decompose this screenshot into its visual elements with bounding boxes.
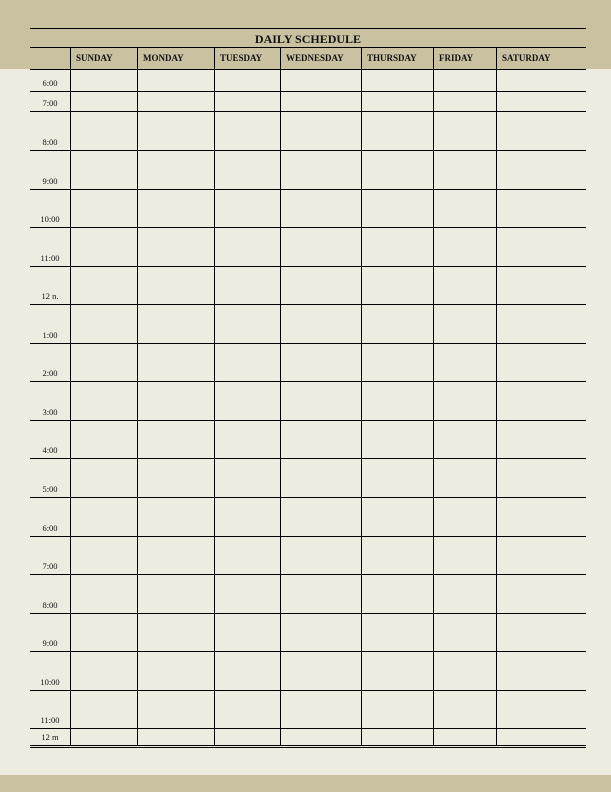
schedule-cell[interactable] (496, 150, 586, 189)
time-label: 12 n. (41, 291, 59, 301)
schedule-cell[interactable] (496, 536, 586, 574)
schedule-cell[interactable] (137, 728, 214, 745)
schedule-cell[interactable] (280, 69, 361, 91)
schedule-cell[interactable] (361, 420, 433, 458)
column-rule (137, 47, 138, 746)
time-label: 2:00 (42, 368, 58, 378)
column-rule (280, 47, 281, 746)
day-header-wednesday: WEDNESDAY (286, 53, 344, 63)
schedule-cell[interactable] (280, 343, 361, 381)
schedule-cell[interactable] (361, 613, 433, 651)
time-label: 9:00 (42, 176, 58, 186)
schedule-cell[interactable] (70, 420, 137, 458)
schedule-cell[interactable] (70, 150, 137, 189)
schedule-cell[interactable] (137, 111, 214, 150)
schedule-cell[interactable] (433, 150, 496, 189)
time-label: 7:00 (42, 561, 58, 571)
time-label: 12 m (41, 732, 59, 742)
schedule-cell[interactable] (214, 690, 280, 728)
schedule-cell[interactable] (361, 536, 433, 574)
schedule-cell[interactable] (214, 613, 280, 651)
schedule-cell[interactable] (361, 189, 433, 227)
schedule-cell[interactable] (361, 458, 433, 497)
schedule-cell[interactable] (214, 536, 280, 574)
schedule-cell[interactable] (280, 613, 361, 651)
schedule-cell[interactable] (361, 574, 433, 613)
schedule-cell[interactable] (70, 536, 137, 574)
time-label: 6:00 (42, 78, 58, 88)
schedule-cell[interactable] (433, 227, 496, 266)
schedule-cell[interactable] (280, 304, 361, 343)
schedule-cell[interactable] (496, 304, 586, 343)
schedule-cell[interactable] (361, 227, 433, 266)
schedule-cell[interactable] (70, 91, 137, 111)
time-label: 1:00 (42, 330, 58, 340)
row-rule (30, 613, 586, 614)
schedule-cell[interactable] (70, 651, 137, 690)
schedule-cell[interactable] (496, 690, 586, 728)
schedule-cell[interactable] (214, 420, 280, 458)
row-rule (30, 651, 586, 652)
schedule-cell[interactable] (433, 266, 496, 304)
schedule-cell[interactable] (70, 189, 137, 227)
schedule-cell[interactable] (280, 651, 361, 690)
schedule-cell[interactable] (433, 613, 496, 651)
schedule-cell[interactable] (433, 651, 496, 690)
schedule-cell[interactable] (361, 381, 433, 420)
schedule-cell[interactable] (361, 304, 433, 343)
schedule-cell[interactable] (70, 728, 137, 745)
day-header-saturday: SATURDAY (502, 53, 551, 63)
schedule-cell[interactable] (496, 497, 586, 536)
row-rule (30, 690, 586, 691)
day-header-tuesday: TUESDAY (220, 53, 263, 63)
day-header-sunday: SUNDAY (76, 53, 113, 63)
row-rule (30, 574, 586, 575)
time-label: 7:00 (42, 98, 58, 108)
schedule-cell[interactable] (137, 574, 214, 613)
schedule-cell[interactable] (70, 574, 137, 613)
schedule-cell[interactable] (280, 574, 361, 613)
time-label: 3:00 (42, 407, 58, 417)
row-rule (30, 497, 586, 498)
schedule-cell[interactable] (137, 227, 214, 266)
schedule-cell[interactable] (433, 111, 496, 150)
time-label: 5:00 (42, 484, 58, 494)
schedule-cell[interactable] (496, 189, 586, 227)
schedule-cell[interactable] (496, 613, 586, 651)
schedule-cell[interactable] (70, 690, 137, 728)
schedule-cell[interactable] (214, 189, 280, 227)
schedule-cell[interactable] (433, 420, 496, 458)
schedule-cell[interactable] (496, 651, 586, 690)
schedule-cell[interactable] (137, 343, 214, 381)
page-title: DAILY SCHEDULE (254, 32, 362, 46)
schedule-cell[interactable] (214, 381, 280, 420)
schedule-cell[interactable] (280, 420, 361, 458)
schedule-cell[interactable] (496, 111, 586, 150)
schedule-cell[interactable] (137, 91, 214, 111)
schedule-cell[interactable] (70, 343, 137, 381)
schedule-cell[interactable] (137, 651, 214, 690)
schedule-cell[interactable] (70, 381, 137, 420)
schedule-cell[interactable] (433, 343, 496, 381)
schedule-cell[interactable] (433, 381, 496, 420)
time-label: 4:00 (42, 445, 58, 455)
schedule-cell[interactable] (280, 381, 361, 420)
schedule-cell[interactable] (214, 304, 280, 343)
schedule-cell[interactable] (137, 266, 214, 304)
schedule-cell[interactable] (361, 69, 433, 91)
schedule-cell[interactable] (70, 458, 137, 497)
schedule-cell[interactable] (280, 91, 361, 111)
schedule-cell[interactable] (496, 69, 586, 91)
schedule-cell[interactable] (433, 574, 496, 613)
schedule-cell[interactable] (70, 227, 137, 266)
schedule-cell[interactable] (137, 420, 214, 458)
schedule-cell[interactable] (433, 536, 496, 574)
schedule-cell[interactable] (361, 343, 433, 381)
schedule-cell[interactable] (361, 111, 433, 150)
schedule-cell[interactable] (433, 91, 496, 111)
schedule-cell[interactable] (361, 150, 433, 189)
time-label: 11:00 (40, 715, 60, 725)
header-bottom-rule (30, 69, 586, 70)
schedule-cell[interactable] (280, 497, 361, 536)
row-rule (30, 111, 586, 112)
row-rule (30, 745, 586, 746)
schedule-cell[interactable] (214, 458, 280, 497)
schedule-cell[interactable] (433, 69, 496, 91)
schedule-cell[interactable] (214, 150, 280, 189)
row-rule (30, 381, 586, 382)
schedule-cell[interactable] (137, 150, 214, 189)
schedule-cell[interactable] (361, 690, 433, 728)
schedule-cell[interactable] (137, 690, 214, 728)
row-rule (30, 304, 586, 305)
column-rule (433, 47, 434, 746)
column-rule (214, 47, 215, 746)
schedule-cell[interactable] (214, 266, 280, 304)
schedule-cell[interactable] (70, 613, 137, 651)
schedule-cell[interactable] (214, 343, 280, 381)
row-rule (30, 266, 586, 267)
row-rule (30, 227, 586, 228)
time-label: 9:00 (42, 638, 58, 648)
schedule-cell[interactable] (137, 304, 214, 343)
schedule-cell[interactable] (280, 227, 361, 266)
schedule-cell[interactable] (433, 304, 496, 343)
schedule-cell[interactable] (280, 690, 361, 728)
schedule-cell[interactable] (280, 458, 361, 497)
time-label: 10:00 (40, 214, 60, 224)
schedule-cell[interactable] (70, 266, 137, 304)
row-rule (30, 420, 586, 421)
schedule-cell[interactable] (361, 266, 433, 304)
day-header-friday: FRIDAY (439, 53, 474, 63)
schedule-cell[interactable] (214, 728, 280, 745)
row-rule (30, 189, 586, 190)
bottom-double-rule (30, 747, 586, 748)
schedule-cell[interactable] (433, 690, 496, 728)
header-rule (30, 47, 586, 48)
row-rule (30, 91, 586, 92)
schedule-cell[interactable] (137, 458, 214, 497)
column-rule (361, 47, 362, 746)
time-label: 11:00 (40, 253, 60, 263)
schedule-table (30, 0, 586, 792)
schedule-cell[interactable] (496, 343, 586, 381)
schedule-cell[interactable] (214, 111, 280, 150)
schedule-cell[interactable] (70, 111, 137, 150)
schedule-cell[interactable] (496, 381, 586, 420)
column-rule (496, 47, 497, 746)
row-rule (30, 536, 586, 537)
schedule-cell[interactable] (361, 651, 433, 690)
schedule-cell[interactable] (280, 536, 361, 574)
schedule-cell[interactable] (137, 381, 214, 420)
schedule-cell[interactable] (433, 458, 496, 497)
schedule-cell[interactable] (280, 189, 361, 227)
day-header-monday: MONDAY (143, 53, 184, 63)
time-label: 10:00 (40, 677, 60, 687)
schedule-cell[interactable] (496, 91, 586, 111)
schedule-cell[interactable] (280, 111, 361, 150)
schedule-cell[interactable] (433, 189, 496, 227)
schedule-cell[interactable] (70, 497, 137, 536)
schedule-cell[interactable] (361, 497, 433, 536)
schedule-cell[interactable] (214, 69, 280, 91)
row-rule (30, 458, 586, 459)
schedule-cell[interactable] (137, 69, 214, 91)
schedule-cell[interactable] (214, 91, 280, 111)
schedule-cell[interactable] (137, 189, 214, 227)
schedule-cell[interactable] (361, 728, 433, 745)
column-rule (70, 47, 71, 746)
time-label: 8:00 (42, 137, 58, 147)
row-rule (30, 728, 586, 729)
schedule-cell[interactable] (496, 266, 586, 304)
schedule-cell[interactable] (280, 728, 361, 745)
schedule-cell[interactable] (280, 150, 361, 189)
time-label: 6:00 (42, 523, 58, 533)
schedule-cell[interactable] (214, 651, 280, 690)
schedule-cell[interactable] (496, 227, 586, 266)
schedule-cell[interactable] (496, 458, 586, 497)
schedule-cell[interactable] (70, 69, 137, 91)
schedule-cell[interactable] (496, 728, 586, 745)
row-rule (30, 343, 586, 344)
schedule-cell[interactable] (433, 497, 496, 536)
schedule-cell[interactable] (214, 574, 280, 613)
day-header-thursday: THURSDAY (367, 53, 417, 63)
schedule-cell[interactable] (70, 304, 137, 343)
time-label: 8:00 (42, 600, 58, 610)
schedule-cell[interactable] (137, 613, 214, 651)
schedule-cell[interactable] (496, 574, 586, 613)
schedule-cell[interactable] (137, 497, 214, 536)
schedule-cell[interactable] (137, 536, 214, 574)
schedule-cell[interactable] (280, 266, 361, 304)
schedule-cell[interactable] (361, 91, 433, 111)
top-rule (30, 28, 586, 29)
schedule-cell[interactable] (496, 420, 586, 458)
schedule-cell[interactable] (214, 227, 280, 266)
row-rule (30, 150, 586, 151)
schedule-cell[interactable] (214, 497, 280, 536)
schedule-cell[interactable] (433, 728, 496, 745)
